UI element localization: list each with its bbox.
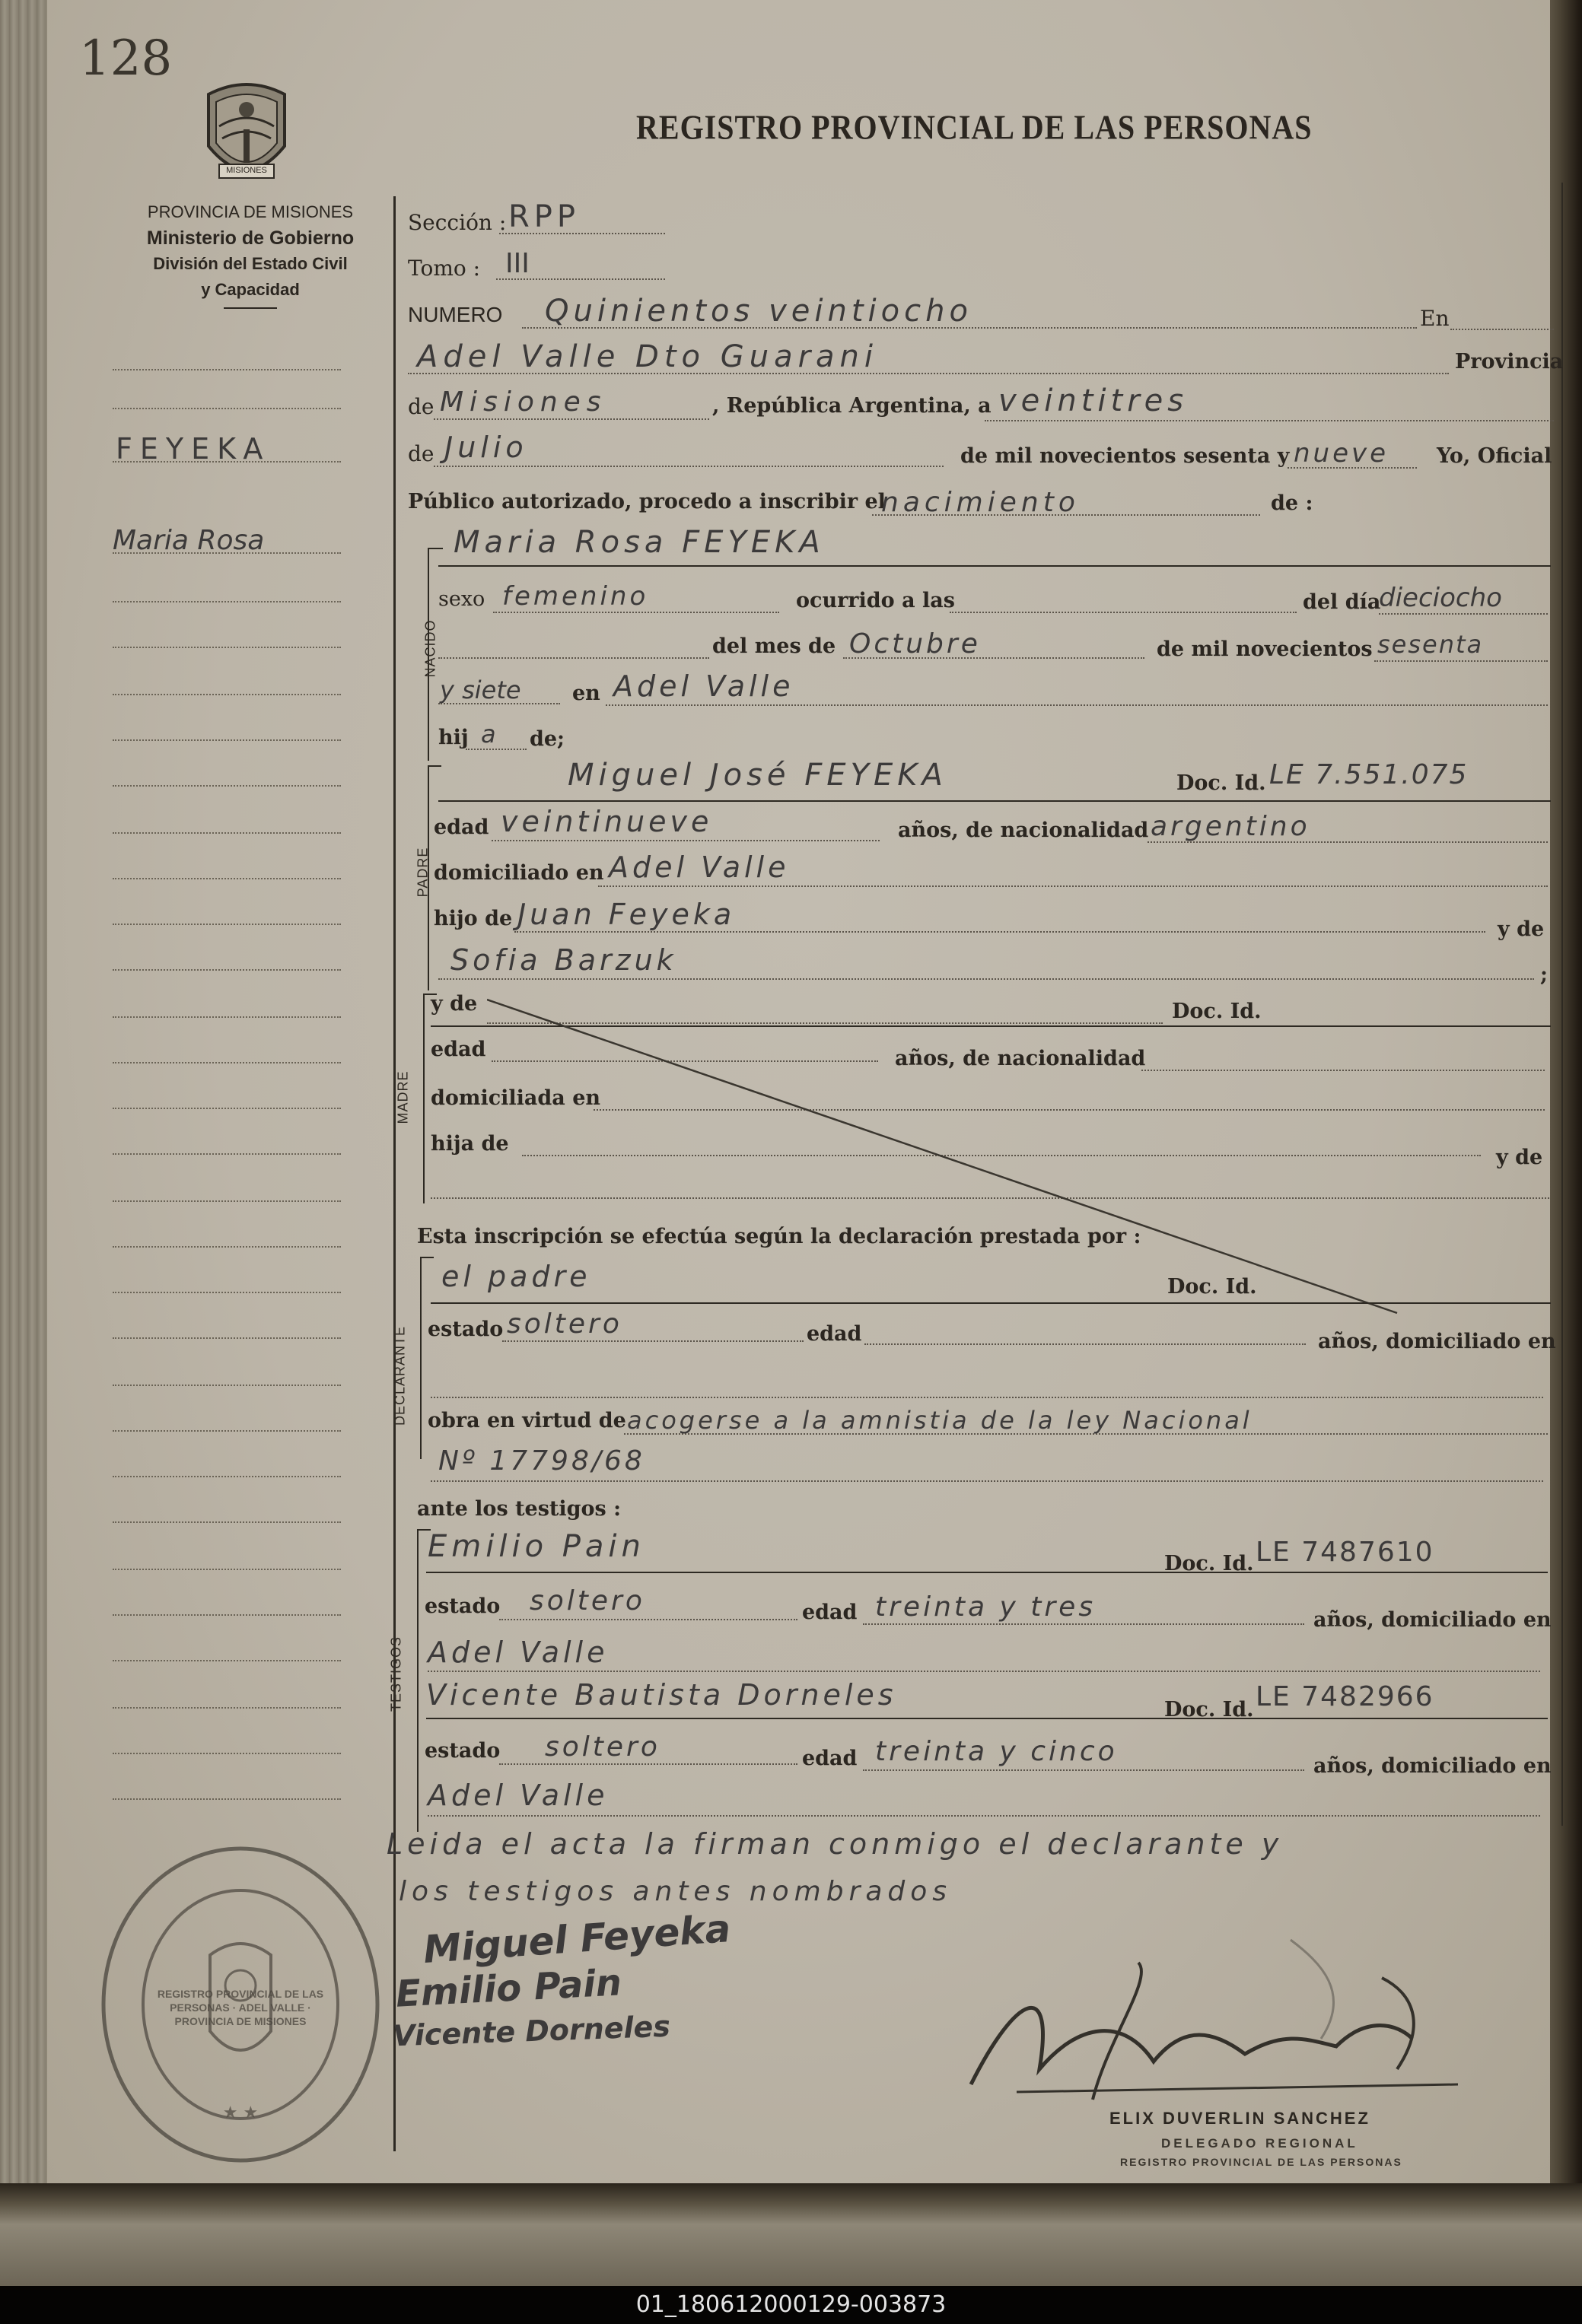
yo-oficial-label: Yo, Oficial [1437,444,1552,468]
madre-edad-label: edad [431,1038,486,1061]
padre-section-label: PADRE [415,847,431,898]
provincia-label: Provincia [1455,350,1564,374]
testigo1-edad-value: treinta y tres [875,1591,1097,1623]
anio-value-2: y siete [440,676,521,704]
ministry-division: División del Estado Civil [153,254,348,273]
book-cover-edge [0,2183,1582,2286]
publico-label: Público autorizado, procedo a inscribir el [408,490,886,513]
declarante-domic-label: años, domiciliado en [1318,1330,1556,1353]
padre-domic-label: domiciliado en [434,861,604,885]
testigo1-name: Emilio Pain [428,1529,645,1564]
declarante-edad-label: edad [807,1322,862,1346]
testigo2-estado-label: estado [425,1739,501,1763]
place-value: Adel Valle Dto Guarani [417,339,879,374]
madre-yde-label: y de [431,992,478,1016]
page-number: 128 [79,30,173,87]
testigo2-estado-value: soltero [545,1731,660,1763]
ocurrido-label: ocurrido a las [796,589,955,612]
officer-title: DELEGADO REGIONAL [1161,2136,1358,2151]
ministry-divider [224,307,277,309]
testigo1-domic-label: años, domiciliado en [1313,1608,1552,1632]
day-value: veintitres [998,383,1189,418]
ministry-block [113,199,388,309]
closing-line-1: Leida el acta la firman conmigo el declarante y [387,1827,1284,1861]
officer-signature-icon [925,1932,1504,2122]
seal-label: MISIONES [226,166,267,175]
signature-declarante: Miguel Feyeka [422,1906,732,1973]
de2-label: de [408,441,434,466]
hij-de-label: de; [530,727,565,751]
republica-label: , República Argentina, a [712,394,992,418]
padre-nac-value: argentino [1151,811,1310,842]
madre-nac-label: años, de nacionalidad [895,1047,1146,1070]
month-value: Julio [444,431,528,464]
testigo2-domic-value: Adel Valle [428,1779,609,1812]
closing-line-2: los testigos antes nombrados [399,1876,953,1907]
testigo2-domic-label: años, domiciliado en [1313,1754,1552,1778]
numero-value: Quinientos veintiocho [545,294,972,329]
madre-bracket [423,994,425,1203]
declarante-obra-label: obra en virtud de [428,1409,626,1432]
coat-of-arms-icon [199,79,294,193]
stamp-text: REGISTRO PROVINCIAL DE LAS PERSONAS · ADEL VALLE · PROVINCIA DE MISIONES [157,1988,324,2027]
year-value: nueve [1294,438,1389,469]
de-label: de [408,394,434,419]
sexo-label: sexo [438,587,485,611]
nacido-name: Maria Rosa FEYEKA [454,525,825,560]
mes-value: Octubre [849,628,981,660]
padre-semicolon: ; [1540,963,1548,987]
margin-given-names: Maria Rosa [113,525,265,556]
padre-hijo-label: hijo de [434,907,513,930]
lugar-value: Adel Valle [613,669,794,703]
testigo2-doc-label: Doc. Id. [1164,1698,1254,1722]
testigos-bracket [417,1529,419,1832]
madre-domic-label: domiciliada en [431,1086,601,1110]
testigo1-doc-value: LE 7487610 [1256,1537,1434,1568]
anio-value-1: sesenta [1377,630,1484,659]
nacido-en-label: en [572,682,600,705]
dia-value: dieciocho [1379,583,1502,613]
testigo1-edad-label: edad [802,1601,858,1624]
testigo2-doc-value: LE 7482966 [1256,1681,1434,1712]
act-value: nacimiento [881,487,1080,518]
seccion-value: RPP [508,199,581,234]
hij-label: hij [438,726,469,749]
padre-nac-label: años, de nacionalidad [898,819,1149,842]
tomo-label: Tomo : [408,256,481,281]
de3-label: de : [1271,491,1313,515]
year-label: de mil novecientos sesenta y [960,444,1290,468]
seccion-label: Sección : [408,210,507,235]
padre-hijo-value: Juan Feyeka [517,898,736,931]
testigos-section-label: TESTIGOS [388,1636,404,1712]
page-title: REGISTRO PROVINCIAL DE LAS PERSONAS [636,107,1313,147]
padre-edad-value: veintinueve [501,805,713,838]
en-label: En [1420,306,1450,331]
declarante-estado-value: soltero [507,1308,622,1340]
padre-domic-value: Adel Valle [609,850,790,884]
official-stamp-icon [96,1841,385,2168]
mil-label: de mil novecientos [1157,637,1373,661]
signature-testigo-1: Emilio Pain [394,1961,623,2016]
declarante-intro: Esta inscripción se efectúa según la declaración prestada por : [417,1225,1141,1248]
padre-madre-value: Sofia Barzuk [450,943,677,977]
declarante-doc-label: Doc. Id. [1167,1275,1257,1299]
madre-doc-label: Doc. Id. [1172,1000,1262,1023]
nacido-section-label: NACIDO [422,619,438,678]
madre-hija-label: hija de [431,1132,509,1156]
declarante-name: el padre [441,1260,591,1293]
ministry-capacity: y Capacidad [201,280,300,299]
padre-edad-label: edad [434,815,489,839]
testigo2-edad-label: edad [802,1747,858,1770]
testigos-intro: ante los testigos : [417,1497,622,1521]
testigo1-doc-label: Doc. Id. [1164,1552,1254,1575]
testigo1-estado-value: soltero [530,1585,645,1617]
hij-value: a [481,720,496,749]
padre-yde-label: y de [1498,917,1545,941]
officer-name: ELIX DUVERLIN SANCHEZ [1109,2109,1370,2128]
sexo-value: femenino [502,581,649,612]
officer-office: REGISTRO PROVINCIAL DE LAS PERSONAS [1120,2156,1402,2168]
declarante-bracket [420,1257,422,1459]
declarante-ley-value: Nº 17798/68 [438,1445,645,1477]
svg-text:★ ★: ★ ★ [222,2103,259,2122]
declarante-section-label: DECLARANTE [392,1325,408,1426]
numero-label: NUMERO [408,303,503,326]
cancel-diagonal-line [487,997,1400,1316]
padre-name: Miguel José FEYEKA [568,758,947,793]
madre-yde2-label: y de [1496,1146,1543,1169]
padre-doc-value: LE 7.551.075 [1269,759,1469,790]
mes-label: del mes de [712,634,836,658]
signature-testigo-2: Vicente Dorneles [392,2009,671,2053]
testigo1-estado-label: estado [425,1594,501,1618]
ministry-name: Ministerio de Gobierno [146,227,355,249]
padre-doc-label: Doc. Id. [1176,771,1266,795]
tomo-value: III [505,248,530,279]
right-rule [1561,183,1563,1826]
madre-section-label: MADRE [395,1070,411,1124]
image-filename: 01_180612000129-003873 [0,2286,1582,2324]
ministry-province: PROVINCIA DE MISIONES [147,202,354,221]
testigo2-name: Vicente Bautista Dorneles [426,1678,897,1712]
declarante-obra-value: acogerse a la amnistia de la ley Nacional [627,1406,1253,1435]
page-edges [0,0,46,2286]
declarante-estado-label: estado [428,1318,504,1341]
testigo2-edad-value: treinta y cinco [875,1736,1118,1767]
del-dia-label: del día [1303,590,1381,614]
provincia-value: Misiones [440,386,607,418]
testigo1-domic-value: Adel Valle [428,1636,609,1669]
margin-surname: FEYEKA [116,432,271,466]
